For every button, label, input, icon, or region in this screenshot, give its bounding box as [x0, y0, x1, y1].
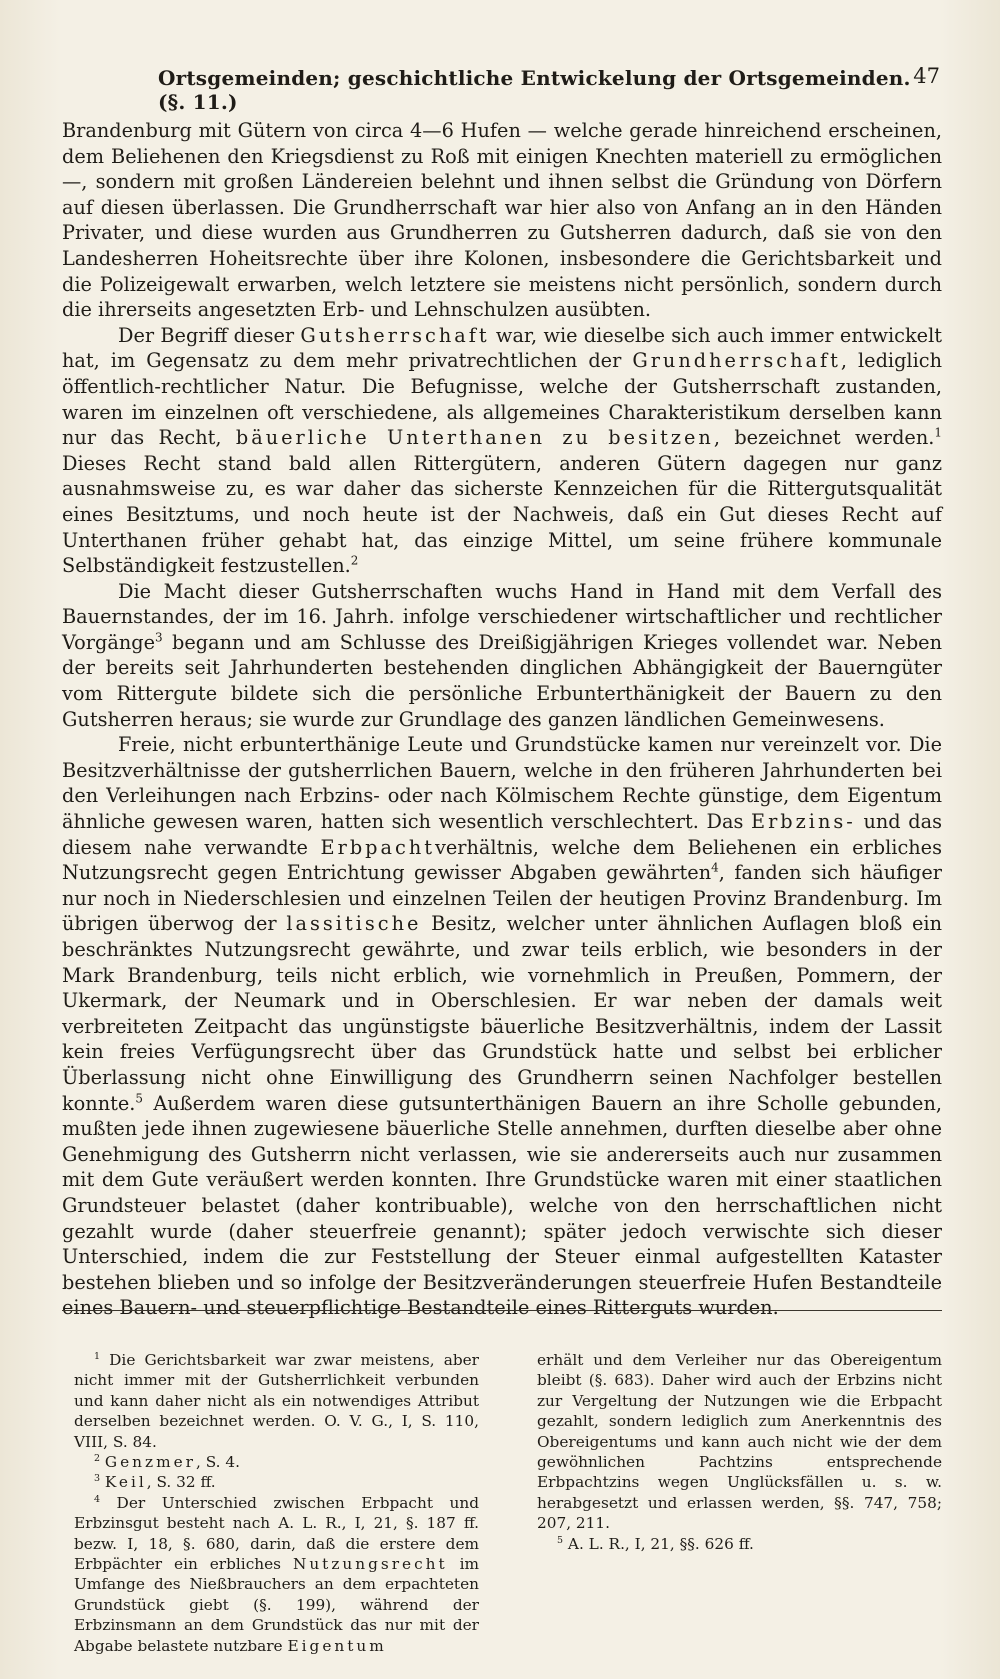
- footnote-number: 4: [94, 1493, 101, 1505]
- author-name: Genzmer: [104, 1453, 196, 1472]
- main-text: [62, 118, 942, 1321]
- paragraph-3: [62, 579, 942, 733]
- footnote-ref-5[interactable]: 5: [135, 1091, 144, 1106]
- emphasis: lassitische: [286, 912, 422, 936]
- author-name: Keil: [104, 1473, 147, 1492]
- paragraph-4: [62, 732, 942, 1321]
- footnote-text: erhält und dem Verleiher nur das Obereigentum bleibt (§. 683). Daher wird auch der Erbzins nicht zur Vergeltung der Nutzungen wie die Erbpacht gezahlt, sondern lediglich zum Anerkenntnis des Obereigentums und kann auch nicht wie der dem gewöhnlichen Pachtzins entsprechende Erbpachtzins wegen Unglücksfällen u. s. w. herabgesetzt und erlassen werden, §§. 747, 758; 207, 211.: [537, 1351, 942, 1533]
- footnote-3: [74, 1472, 479, 1492]
- emphasis: Nutzungsrecht: [292, 1555, 448, 1574]
- footnote-text: , S. 4.: [195, 1453, 240, 1472]
- footnote-ref-2[interactable]: 2: [350, 553, 359, 568]
- footnote-1: [74, 1350, 479, 1452]
- emphasis: Grundherrschaft: [632, 349, 841, 373]
- running-header: [62, 62, 940, 114]
- text-run: Freie, nicht erbunterthänige Leute und Grundstücke kamen nur vereinzelt vor. Die Besitzverhältnisse der gutsherrlichen Bauern, welche in den früheren Jahrhunderten bei den Verleihungen nach Erbzins- oder nach Kölmischem Rechte günstige, dem Eigentum ähnliche gewesen waren, hatten sich wesentlich verschlechtert. Das: [62, 733, 942, 834]
- footnote-number: 1: [94, 1350, 101, 1362]
- footnote-text: Der Unterschied zwischen Erbpacht und Erbzinsgut besteht nach A. L. R., I, 21, §. 187 ff. bezw. I, 18, §. 680, darin, daß die erstere dem Erbpächter ein erbliches: [74, 1493, 479, 1574]
- text-run: und das diesem nahe verwandte: [62, 810, 942, 859]
- text-run: war, wie dieselbe sich auch immer entwickelt hat, im Gegensatz zu dem mehr privatrechtlichen der: [62, 323, 942, 373]
- footnote-column-right: [537, 1350, 942, 1554]
- emphasis: Erbzins-: [751, 810, 856, 834]
- page-number: 47: [913, 64, 940, 88]
- footnote-2: [74, 1452, 479, 1472]
- text-run: Die Macht dieser Gutsherrschaften wuchs Hand in Hand mit dem Verfall des Bauernstandes, der im 16. Jahrh. infolge verschiedener wirtschaftlicher und rechtlicher Vorgänge: [62, 579, 942, 654]
- header-title: Ortsgemeinden; geschichtliche Entwickelung der Ortsgemeinden. (§. 11.): [158, 66, 911, 114]
- footnote-4-continued: [537, 1350, 942, 1534]
- text-run: Besitz, welcher unter ähnlichen Auflagen bloß ein beschränktes Nutzungsrecht gewährte, und zwar teils erblich, wie besonders in der Mark Brandenburg, teils nicht erblich, wie vornehmlich in Preußen, Pommern, der Ukermark, der Neumark und in Oberschlesien. Er war neben der damals weit verbreiteten Zeitpacht das ungünstigste bäuerliche Besitzverhältnis, indem der Lassit kein freies Verfügungsrecht über das Grundstück hatte und selbst bei erblicher Überlassung nicht ohne Einwilligung des Grundherrn seinen Nachfolger bestellen konnte.: [62, 912, 942, 1115]
- footnote-ref-3[interactable]: 3: [155, 630, 163, 645]
- text-run: Dieses Recht stand bald allen Rittergütern, anderen Gütern dagegen nur ganz ausnahmsweise zu, es war daher das sicherste Kennzeichen für die Rittergutsqualität eines Besitztums, und noch heute ist der Nachweis, daß ein Gut dieses Recht auf Unterthanen früher gehabt hat, das einzige Mittel, um seine frühere kommunale Selbständigkeit festzustellen.: [62, 451, 942, 578]
- footnote-4: [74, 1493, 479, 1656]
- footnote-divider: [62, 1310, 942, 1311]
- emphasis: Erbpacht: [320, 835, 435, 859]
- footnote-column-left: [74, 1350, 479, 1656]
- emphasis: Eigentum: [287, 1636, 387, 1655]
- footnote-ref-4[interactable]: 4: [711, 860, 719, 875]
- footnote-text: Die Gerichtsbarkeit war zwar meistens, aber nicht immer mit der Gutsherrlichkeit verbunden und kann daher nicht als ein notwendiges Attribut derselben bezeichnet werden. O. V. G., I, S. 110, VIII, S. 84.: [74, 1351, 479, 1451]
- text-run: , lediglich öffentlich-rechtlicher Natur. Die Befugnisse, welche der Gutsherrschaft zustanden, waren im einzelnen oft verschiedene, als allgemeines Charakteristikum derselben kann nur das Recht,: [62, 349, 942, 450]
- footnote-number: 3: [94, 1473, 101, 1485]
- text-run: , bezeichnet werden.: [713, 426, 935, 450]
- text-run: begann und am Schlusse des Dreißigjährigen Krieges vollendet war. Neben der bereits seit Jahrhunderten bestehenden dinglichen Abhängigkeit der Bauerngüter vom Rittergute bildete sich die persönliche Erbunterthänigkeit der Bauern zu den Gutsherren heraus; sie wurde zur Grundlage des ganzen ländlichen Gemeinwesens.: [62, 630, 942, 731]
- text-run: Der Begriff dieser: [118, 323, 301, 347]
- footnote-number: 2: [94, 1452, 101, 1464]
- emphasis: bäuerliche Unterthanen zu besitzen: [235, 426, 714, 450]
- text-run: , fanden sich häufiger nur noch in Niederschlesien und einzelnen Teilen der heutigen Provinz Brandenburg. Im übrigen überwog der: [62, 861, 942, 936]
- footnote-text: im Umfange des Nießbrauchers an dem erpachteten Grundstück giebt (§. 199), während der Erbzinsmann an dem Grundstück das nur mit der Abgabe belastete nutzbare: [74, 1555, 479, 1655]
- footnote-ref-1[interactable]: 1: [934, 425, 942, 440]
- footnote-5: [537, 1534, 942, 1554]
- paragraph-2: [62, 323, 942, 579]
- text-run: Außerdem waren diese gutsunterthänigen Bauern an ihre Scholle gebunden, mußten jede ihnen zugewiesene bäuerliche Stelle annehmen, durften dieselbe aber ohne Genehmigung des Gutsherrn nicht verlassen, wie sie andererseits auch nur zusammen mit dem Gute veräußert werden konnten. Ihre Grundstücke waren mit einer staatlichen Grundsteuer belastet (daher kontribuable), welche von den herrschaftlichen nicht gezahlt wurde (daher steuerfreie genannt); später jedoch verwischte sich dieser Unterschied, indem die zur Feststellung der Steuer einmal aufgestellten Kataster bestehen blieben und so infolge der Besitzveränderungen steuerfreie Hufen Bestandteile eines Bauern- und steuerpflichtige Bestandteile eines Ritterguts wurden.: [62, 1091, 942, 1320]
- footnote-number: 5: [557, 1534, 564, 1546]
- footnotes: [62, 1350, 942, 1655]
- footnote-text: A. L. R., I, 21, §§. 626 ff.: [563, 1534, 754, 1553]
- footnote-text: , S. 32 ff.: [146, 1473, 216, 1492]
- text-run: verhältnis, welche dem Beliehenen ein erbliches Nutzungsrecht gegen Entrichtung gewisser Abgaben gewährten: [62, 835, 942, 885]
- emphasis: Gutsherrschaft: [300, 323, 490, 347]
- paragraph-1: Brandenburg mit Gütern von circa 4—6 Hufen — welche gerade hinreichend erscheinen, dem Beliehenen den Kriegsdienst zu Roß mit einigen Knechten materiell zu ermöglichen —, sondern mit großen Ländereien belehnt und ihnen selbst die Gründung von Dörfern auf diesen überlassen. Die Grundherrschaft war hier also von Anfang an in den Händen Privater, und diese wurden aus Grundherren zu Gutsherren dadurch, daß sie von den Landesherren Hoheitsrechte über ihre Kolonen, insbesondere die Gerichtsbarkeit und die Polizeigewalt erwarben, welch letztere sie meistens nicht persönlich, sondern durch die ihrerseits angesetzten Erb- und Lehnschulzen ausübten.: [62, 119, 942, 322]
